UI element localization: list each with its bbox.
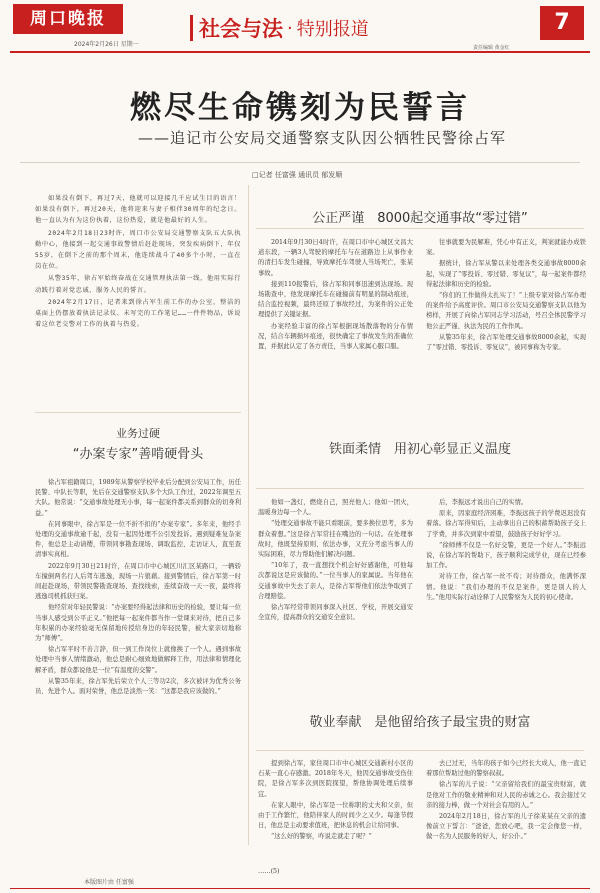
- left-heading-line2: “办案专家”善啃硬骨头: [72, 447, 204, 462]
- section-2-column-2: [426, 498, 586, 693]
- intro-paragraph: 从警35年，徐占军始终奋战在交通管理执法第一线，他用实际行动践行着对党忠诚、服务人民的誓言。: [35, 275, 241, 294]
- intro-paragraph: 2024年2月17日，记者来到徐占军生前工作的办公室，整洁的桌面上仍摆放着执法记录仪、未写完的工作笔记……一件件物品，诉说着这位老交警对工作的执着与热爱。: [35, 298, 241, 329]
- section-rule: [256, 228, 584, 229]
- section-title: [190, 8, 369, 48]
- article-paragraph: 据统计，徐占军从警以来处理各类交通事故8000余起，实现了“零投诉、零过错、零复议”，每一起案件都经得起法律和历史的检验。: [426, 260, 586, 288]
- article-paragraph: “你们的工作做得太扎实了！”上级专家对徐占军办理的案件给予高度评价。周口市公安局交通警察支队以他为榜样，开展了向徐占军同志学习活动，号召全体民警学习他公正严谨、执法为民的工作作风。: [426, 292, 586, 330]
- article-paragraph: 办案经验丰富的徐占军根据现场散落物的分布情况，结合车辆损坏痕迹，很快确定了事故发生的准确位置，并据此认定了各方责任，当事人家属心服口服。: [258, 322, 413, 351]
- headline-divider: [20, 162, 580, 163]
- article-paragraph: “10年了，我一直想找个机会好好感谢他，可他每次都说这是应该做的。”一位当事人的家属说。当年他在交通事故中失去了亲人，是徐占军帮他们依法争取到了合理赔偿。: [258, 562, 413, 600]
- article-paragraph: 对待工作，徐占军一丝不苟；对待群众，他满怀深情。他说：“我们办理的不仅是案件，更是别人的人生。”他用实际行动诠释了人民警察为人民的初心使命。: [426, 573, 586, 601]
- header-divider: [10, 51, 590, 53]
- article-paragraph: 提到徐占军，家住周口市中心城区交通新村小区的石某一直心存感激。2018年冬天，他因交通事故受伤住院，是徐占军多次到医院探望，帮他协调处理后续事宜。: [258, 760, 413, 798]
- newspaper-logo: 周口晚报: [13, 4, 123, 34]
- article-paragraph: 徐占军经常带领同事深入社区、学校，开展交通安全宣传，提高群众的交通安全意识。: [258, 604, 413, 622]
- section-3-column-2: [426, 759, 586, 864]
- section-rule: [256, 750, 584, 751]
- vertical-divider: [248, 185, 249, 845]
- page-number: 7: [540, 6, 584, 40]
- byline: □记者 任富强 通讯员 郁发顺: [252, 171, 343, 179]
- masthead: [0, 0, 600, 50]
- column-divider: [35, 412, 241, 413]
- issue-date: 2024年2月26日 星期一: [74, 41, 139, 48]
- article-paragraph: 后，李振远才说出自己的实情。: [439, 499, 528, 506]
- article-paragraph: 去已过无，当年的孩子如今已经长大成人，他一直记着那位帮助过他的警察叔叔。: [426, 760, 586, 778]
- section-1-column-2: [426, 238, 586, 423]
- article-paragraph: “处理交通事故不能只看眼前，要多换位思考，多为群众着想。”这是徐占军常挂在嘴边的一句话。在处理事故时，他既坚持原则、依法办事，又充分考虑当事人的实际困难，尽力帮助他们解决问题。: [258, 520, 413, 559]
- section-1-column-1: [258, 238, 413, 423]
- article-paragraph: 从警35年来，徐占军处理交通事故8000余起，实现了“零过错、零投诉、零复议”，被同事称为专家。: [426, 333, 586, 352]
- section-rule: [256, 488, 584, 489]
- left-section-body: [35, 478, 241, 848]
- photo-credit: 本版图片由 任富强: [84, 879, 134, 886]
- article-paragraph: 徐占军的儿子说：“父亲留给我们的最宝贵财富，就是他对工作的敬业精神和对人民的赤诚之心。我会接过父亲的接力棒，做一个对社会有用的人。”: [426, 781, 586, 809]
- article-paragraph: 2014年9月30日4时许，在周口市中心城区文昌大道东段，一辆3人驾驶的摩托车与在道路边上从事作业的清扫车发生碰撞，导致摩托车驾驶人当场死亡，张某事故。: [258, 239, 413, 277]
- section-name: 社会与法: [199, 17, 283, 41]
- article-paragraph: 从警35年来，徐占军先后荣立个人三等功2次，多次被评为优秀公务员、先进个人。面对荣誉，他总是淡然一笑：“这都是我应该做的。”: [35, 677, 241, 696]
- left-section-heading: [35, 425, 241, 462]
- intro-paragraph: 如果没有倒下，再过7天，他就可以迎接几千应试生目的语言！如果没有倒下，再过20天，他将迎来与妻子相伴30周年的纪念日。他一直认为有为这份执着，这份热爱，就是他最好的人生。: [35, 195, 241, 225]
- intro-column: [35, 193, 241, 403]
- section-subname: 特别报道: [296, 19, 369, 40]
- section-heading-2: 铁面柔情 用初心彰显正义温度: [328, 442, 511, 457]
- article-paragraph: 徐占军祖籍周口，1989年从警察学校毕业后分配到公安局工作，历任民警、中队长等职，先后在交通警察支队多个大队工作过，2022年调至五大队。他常说：“交通事故处理无小事，每一起案件都关系到群众的切身利益。”: [35, 479, 241, 517]
- article-paragraph: 原来，因家庭经济困难，李振远孩子的学费迟迟没有着落。徐占军得知后，主动拿出自己的积蓄帮助孩子交上了学费，并多次到家中看望，鼓励孩子好好学习。: [426, 510, 586, 538]
- article-end-mark: ……(5): [258, 868, 280, 875]
- article-paragraph: “徐师傅不仅是一名好交警，更是一个好人。”李振远说，在徐占军的帮助下，孩子顺利完成学业，现在已经参加工作。: [426, 541, 586, 570]
- section-accent-bar: [190, 15, 193, 41]
- article-paragraph: 2024年2月18日，徐占军的儿子徐某某在父亲的遗像前立下誓言：“爸爸，您放心吧，我一定会像您一样，做一名为人民服务的好人，好公仆。”: [426, 813, 586, 841]
- section-2-column-1: [258, 498, 413, 693]
- section-separator: ·: [287, 17, 293, 39]
- article-paragraph: 他如一盏灯，燃烧自己，照亮他人；他如一团火，温暖身边每一个人。: [258, 499, 413, 517]
- headline-title: 燃尽生命镌刻为民誓言: [130, 90, 470, 126]
- article-paragraph: 他经常对年轻民警说：“办案要经得起法律和历史的检验，要让每一位当事人感受到公平正义。”他把每一起案件都当作一堂课来对待，把自己多年积累的办案经验毫无保留地传授给身边的年轻民警，被大家亲切地称为“师傅”。: [35, 604, 241, 643]
- article-paragraph: “这么好的警察，咋说走就走了呢？”: [271, 833, 372, 841]
- article-paragraph: 2022年9月30日21时许，在周口市中心城区川汇区某路口，一辆轿车撞倒两名行人后驾车逃逸，现场一片狼藉。接到警情后，徐占军第一时间赶赴现场，带领民警勘查现场、查找线索，连续奋战一天一夜，最终将逃逸司机抓获归案。: [35, 562, 241, 601]
- left-heading-line1: 业务过硬: [116, 427, 160, 440]
- article-paragraph: 徐占军平时不善言辞，但一到工作岗位上就像换了一个人。遇到事故处理中当事人情绪激动，他总是耐心细致地做解释工作，用法律和情理化解矛盾，群众都说他是一位“有温度的交警”。: [35, 646, 241, 674]
- section-3-column-1: [258, 759, 413, 864]
- section-heading-3: 敬业奉献 是他留给孩子最宝贵的财富: [309, 715, 531, 730]
- article-paragraph: 接到110报警后，徐占军和同事迅速到达现场。现场勘查中，他发现摩托车在碰撞前有明显的制动痕迹，结合监控视频，最终还原了事故经过，为案件的公正处理提供了关键证据。: [258, 280, 413, 319]
- intro-paragraph: 2024年2月18日23时许，周口市公安局交通警察支队五大队执勤中心，他接到一起交通事故警情后赶赴现场，突发疾病倒下，年仅55岁，在倒下之前的那个周末，他连续战斗了40多个小时，一直在岗在位。: [35, 229, 241, 271]
- article-paragraph: 往事就要为民解难，凭心中有正义，判案就能办成铁案。: [426, 239, 586, 257]
- responsible-editor: 责任编辑 黄金红: [473, 45, 510, 51]
- footer-divider: [10, 888, 590, 889]
- section-heading-1: 公正严谨 8000起交通事故“零过错”: [312, 211, 528, 226]
- article-paragraph: 在家人眼中，徐占军是一位称职的丈夫和父亲，但由于工作繁忙，他陪伴家人的时间少之又少。每逢节假日，他总是主动要求值班，把休息的机会让给同事。: [258, 801, 413, 830]
- headline-subtitle: ——追记市公安局交通警察支队因公牺牲民警徐占军: [138, 129, 507, 147]
- article-paragraph: 在同事眼中，徐占军是一位不折不扣的“办案专家”。多年来，他经手处理的交通事故逾千起，没有一起因处理不公引发投诉。遇到疑难复杂案件，他总是主动请缨，带领同事勘查现场、调取监控、走访证人，直至查清事实真相。: [35, 520, 241, 559]
